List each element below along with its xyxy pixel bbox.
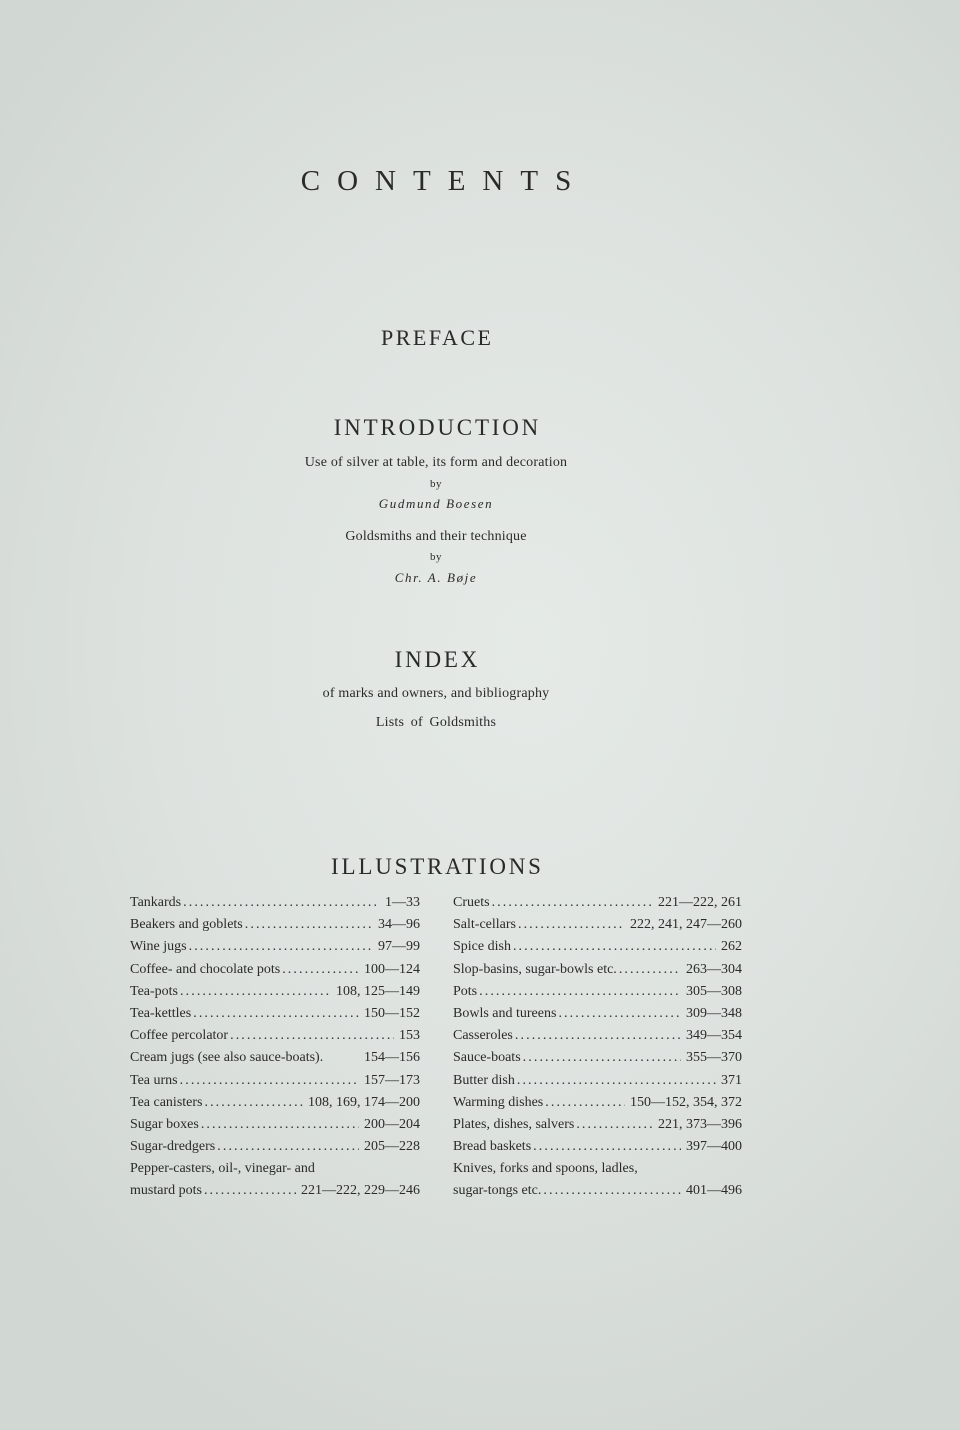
entry-pages: 355—370 — [686, 1050, 742, 1066]
illustration-entry — [453, 1158, 742, 1180]
illustration-entry — [130, 914, 420, 936]
dot-leader — [479, 981, 681, 1003]
illustration-entry — [130, 936, 420, 958]
dot-leader — [543, 1180, 681, 1202]
preface-heading: PREFACE — [381, 325, 494, 350]
entry-pages: 150—152 — [364, 1005, 420, 1021]
by-line: by — [430, 551, 442, 563]
illustration-entry — [453, 892, 742, 914]
index-heading: INDEX — [394, 647, 481, 672]
dot-leader — [204, 1092, 303, 1114]
entry-pages: 108, 125—149 — [336, 983, 420, 999]
entry-label: Slop-basins, sugar-bowls etc. — [453, 961, 617, 977]
illustration-entry — [130, 1092, 420, 1114]
illustration-entry — [453, 1070, 742, 1092]
illustration-entry — [453, 1047, 742, 1069]
essay-title: Use of silver at table, its form and decoration — [304, 455, 568, 470]
entry-label: Beakers and goblets — [130, 917, 243, 933]
by-line: by — [430, 478, 442, 490]
entry-label: Warming dishes — [453, 1094, 544, 1110]
dot-leader — [533, 1136, 681, 1158]
entry-label: Tea canisters — [130, 1094, 203, 1110]
entry-label: Coffee percolator — [130, 1028, 229, 1044]
illustration-entry — [130, 1114, 420, 1136]
entry-pages: 100—124 — [364, 961, 420, 977]
illustration-entry — [130, 1180, 420, 1202]
dot-leader — [230, 1025, 394, 1047]
dot-leader — [492, 892, 653, 914]
dot-leader — [515, 1025, 681, 1047]
illustrations-list-right — [453, 892, 742, 1203]
entry-label: Tea-pots — [130, 983, 179, 999]
entry-pages: 150—152, 354, 372 — [630, 1094, 742, 1110]
entry-label: Coffee- and chocolate pots — [130, 961, 281, 977]
illustration-entry — [130, 1158, 420, 1180]
entry-label: Sauce-boats — [453, 1050, 521, 1066]
entry-pages: 371 — [721, 1072, 742, 1088]
entry-label: Sugar boxes — [130, 1116, 199, 1132]
contents-title: CONTENTS — [300, 165, 589, 197]
contents-column — [130, 0, 742, 1430]
entry-pages: 221, 373—396 — [658, 1116, 742, 1132]
dot-leader — [189, 936, 373, 958]
dot-leader — [180, 981, 331, 1003]
illustration-entry — [453, 936, 742, 958]
entry-pages: 205—228 — [364, 1139, 420, 1155]
entry-label: Butter dish — [453, 1072, 515, 1088]
dot-leader — [204, 1180, 296, 1202]
illustration-entry — [130, 1136, 420, 1158]
dot-leader — [193, 1003, 359, 1025]
entry-label: sugar-tongs etc. — [453, 1183, 542, 1199]
illustration-entry — [453, 1114, 742, 1136]
illustrations-heading: ILLUSTRATIONS — [331, 854, 544, 879]
entry-label: Bowls and tureens — [453, 1005, 557, 1021]
dot-leader — [619, 959, 681, 981]
illustration-entry — [130, 1070, 420, 1092]
entry-pages: 401—496 — [686, 1183, 742, 1199]
index-line: Lists of Goldsmiths — [375, 715, 497, 730]
introduction-heading: INTRODUCTION — [333, 415, 542, 440]
entry-label: Pots — [453, 983, 478, 999]
index-line: of marks and owners, and bibliography — [322, 686, 550, 701]
illustration-entry — [453, 981, 742, 1003]
entry-label: Bread baskets — [453, 1139, 532, 1155]
entry-pages: 154—156 — [364, 1050, 420, 1066]
illustration-entry — [130, 959, 420, 981]
entry-label: Wine jugs — [130, 939, 187, 955]
entry-label: Casseroles — [453, 1028, 513, 1044]
illustration-entry — [130, 892, 420, 914]
entry-pages: 108, 169, 174—200 — [308, 1094, 420, 1110]
entry-label: Cruets — [453, 895, 490, 910]
entry-pages: 222, 241, 247—260 — [630, 917, 742, 933]
dot-leader — [545, 1092, 625, 1114]
dot-leader — [282, 959, 359, 981]
author-name: Gudmund Boesen — [378, 496, 494, 511]
illustration-entry — [453, 1003, 742, 1025]
entry-pages: 200—204 — [364, 1116, 420, 1132]
author-name: Chr. A. Bøje — [394, 570, 478, 585]
entry-pages: 349—354 — [686, 1028, 742, 1044]
dot-leader — [517, 1070, 716, 1092]
illustration-entry — [130, 981, 420, 1003]
illustration-entry — [453, 914, 742, 936]
entry-label: Knives, forks and spoons, ladles, — [453, 1161, 638, 1177]
entry-pages: 157—173 — [364, 1072, 420, 1088]
illustration-entry — [453, 1180, 742, 1202]
essay-title: Goldsmiths and their technique — [345, 529, 527, 544]
illustration-entry — [130, 1003, 420, 1025]
illustration-entry — [453, 1025, 742, 1047]
illustration-entry — [453, 959, 742, 981]
entry-pages: 221—222, 229—246 — [301, 1183, 420, 1199]
dot-leader — [245, 914, 373, 936]
entry-label: mustard pots — [130, 1183, 202, 1199]
entry-pages: 34—96 — [378, 917, 420, 933]
entry-pages: 263—304 — [686, 961, 742, 977]
entry-label: Spice dish — [453, 939, 511, 955]
dot-leader — [217, 1136, 359, 1158]
entry-pages: 153 — [399, 1028, 420, 1044]
entry-pages: 97—99 — [378, 939, 420, 955]
entry-label: Sugar-dredgers — [130, 1139, 216, 1155]
dot-leader — [558, 1003, 681, 1025]
dot-leader — [201, 1114, 359, 1136]
illustrations-list-left — [130, 892, 420, 1203]
entry-label: Pepper-casters, oil-, vinegar- and — [130, 1161, 315, 1177]
dot-leader — [180, 1070, 359, 1092]
entry-pages: 309—348 — [686, 1005, 742, 1021]
illustration-entry — [130, 1025, 420, 1047]
entry-label: Tea urns — [130, 1072, 178, 1088]
dot-leader — [183, 892, 380, 914]
dot-leader — [513, 936, 716, 958]
entry-pages: 305—308 — [686, 983, 742, 999]
entry-pages: 397—400 — [686, 1139, 742, 1155]
dot-leader — [523, 1047, 681, 1069]
illustration-entry — [453, 1092, 742, 1114]
entry-pages: 1—33 — [385, 895, 420, 910]
illustration-entry — [453, 1136, 742, 1158]
illustration-entry — [130, 1047, 420, 1069]
entry-label: Cream jugs (see also sauce-boats). — [130, 1050, 324, 1066]
dot-leader — [518, 914, 625, 936]
dot-leader — [576, 1114, 653, 1136]
entry-label: Salt-cellars — [453, 917, 516, 933]
entry-label: Plates, dishes, salvers — [453, 1116, 575, 1132]
entry-pages: 262 — [721, 939, 742, 955]
entry-label: Tankards — [130, 895, 182, 910]
entry-pages: 221—222, 261 — [658, 895, 742, 910]
entry-label: Tea-kettles — [130, 1005, 192, 1021]
